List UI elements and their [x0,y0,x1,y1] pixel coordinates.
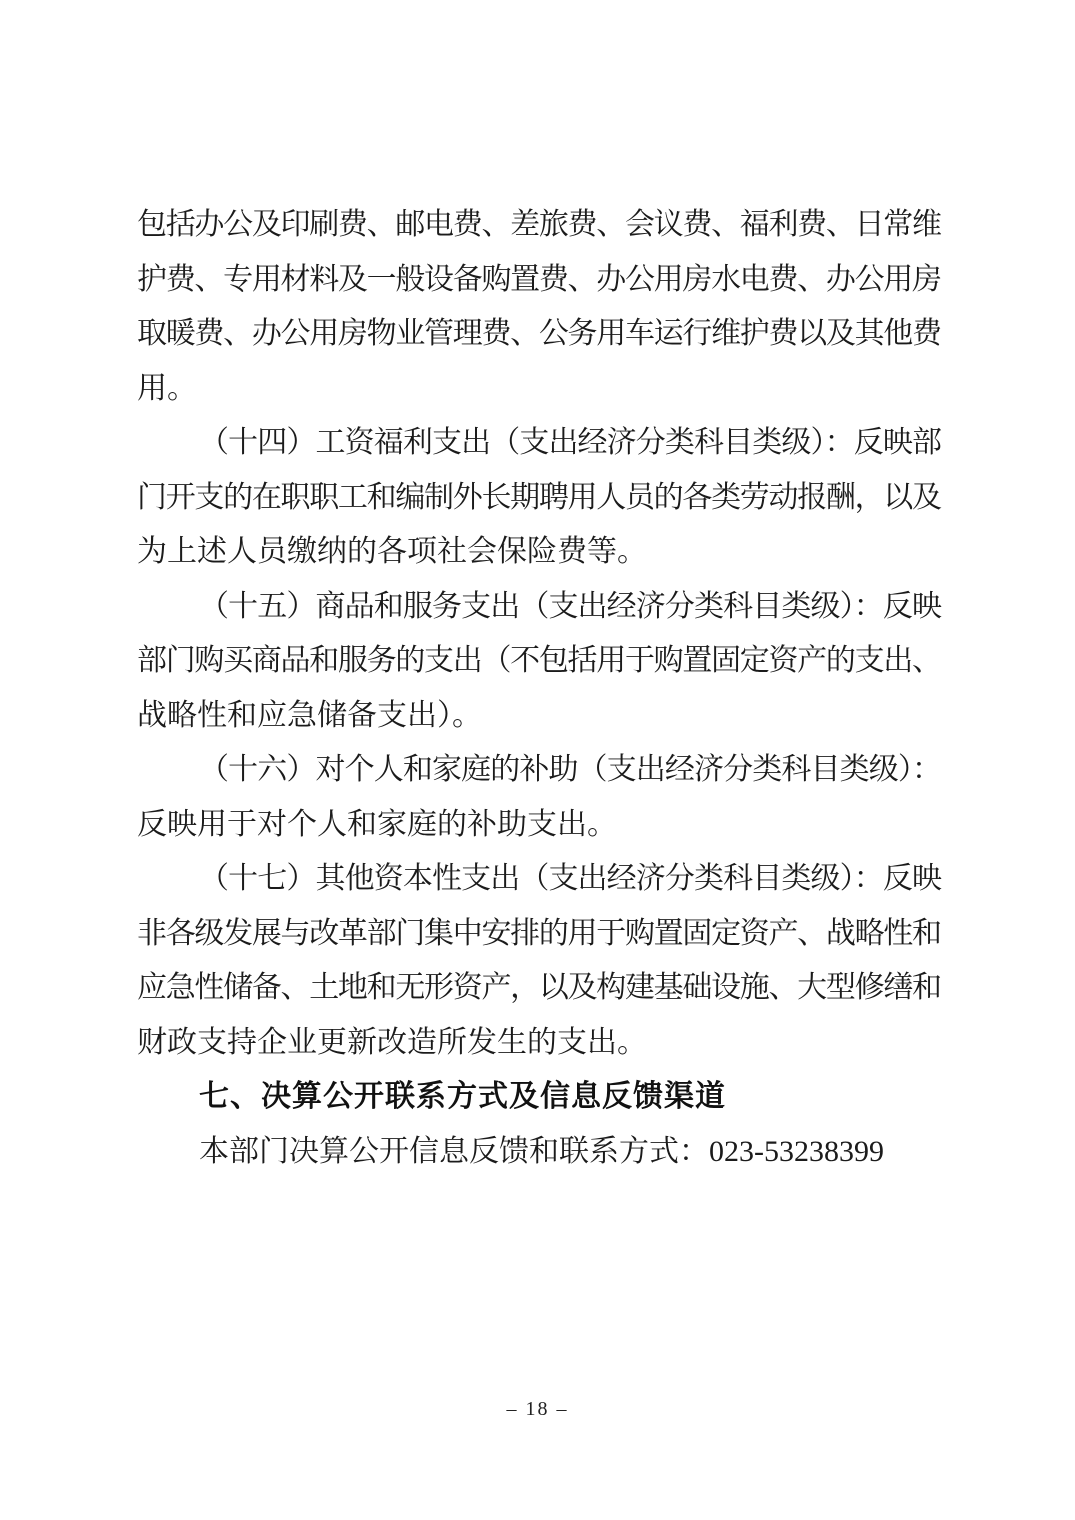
text-line: 为上述人员缴纳的各项社会保险费等。 [137,535,647,568]
text-line: 非各级发展与改革部门集中安排的用于购置固定资产、战略性和 [137,916,940,950]
text-line: 反映用于对个人和家庭的补助支出。 [137,807,617,841]
text-line: 本部门决算公开信息反馈和联系方式：023-53238399 [199,1134,884,1168]
text-line: 财政支持企业更新改造所发生的支出。 [137,1025,647,1059]
para-expense-items-continued [137,198,940,416]
text-line: 部门购买商品和服务的支出（不包括用于购置固定资产的支出、 [137,644,940,677]
text-line: （十五）商品和服务支出（支出经济分类科目类级）：反映 [199,589,940,623]
text-line: 用。 [137,371,197,405]
text-line: （十四）工资福利支出（支出经济分类科目类级）：反映部 [199,426,940,459]
heading-section-7-contact-feedback [137,1070,940,1125]
text-line: 取暖费、办公用房物业管理费、公务用车运行维护费以及其他费 [137,317,940,350]
para-14-wage-welfare-expenditure [137,416,940,580]
para-17-other-capital-expenditure [137,852,940,1070]
section-heading: 七、决算公开联系方式及信息反馈渠道 [199,1080,726,1113]
text-line: （十七）其他资本性支出（支出经济分类科目类级）：反映 [199,862,940,895]
para-15-goods-services-expenditure [137,580,940,744]
text-line: 门开支的在职职工和编制外长期聘用人员的各类劳动报酬，以及 [137,480,940,514]
text-line: （十六）对个人和家庭的补助（支出经济分类科目类级）： [199,753,940,786]
para-16-subsidies-individuals-families [137,743,940,852]
document-body [137,198,940,1179]
text-line: 应急性储备、土地和无形资产，以及构建基础设施、大型修缮和 [137,971,940,1004]
text-line: 战略性和应急储备支出）。 [137,698,482,732]
text-line: 护费、专用材料及一般设备购置费、办公用房水电费、办公用房 [137,262,940,296]
page-footer [0,1398,1075,1421]
text-line: 包括办公及印刷费、邮电费、差旅费、会议费、福利费、日常维 [137,208,940,241]
para-contact-info [137,1125,940,1180]
page-number: – 18 – [506,1398,569,1420]
